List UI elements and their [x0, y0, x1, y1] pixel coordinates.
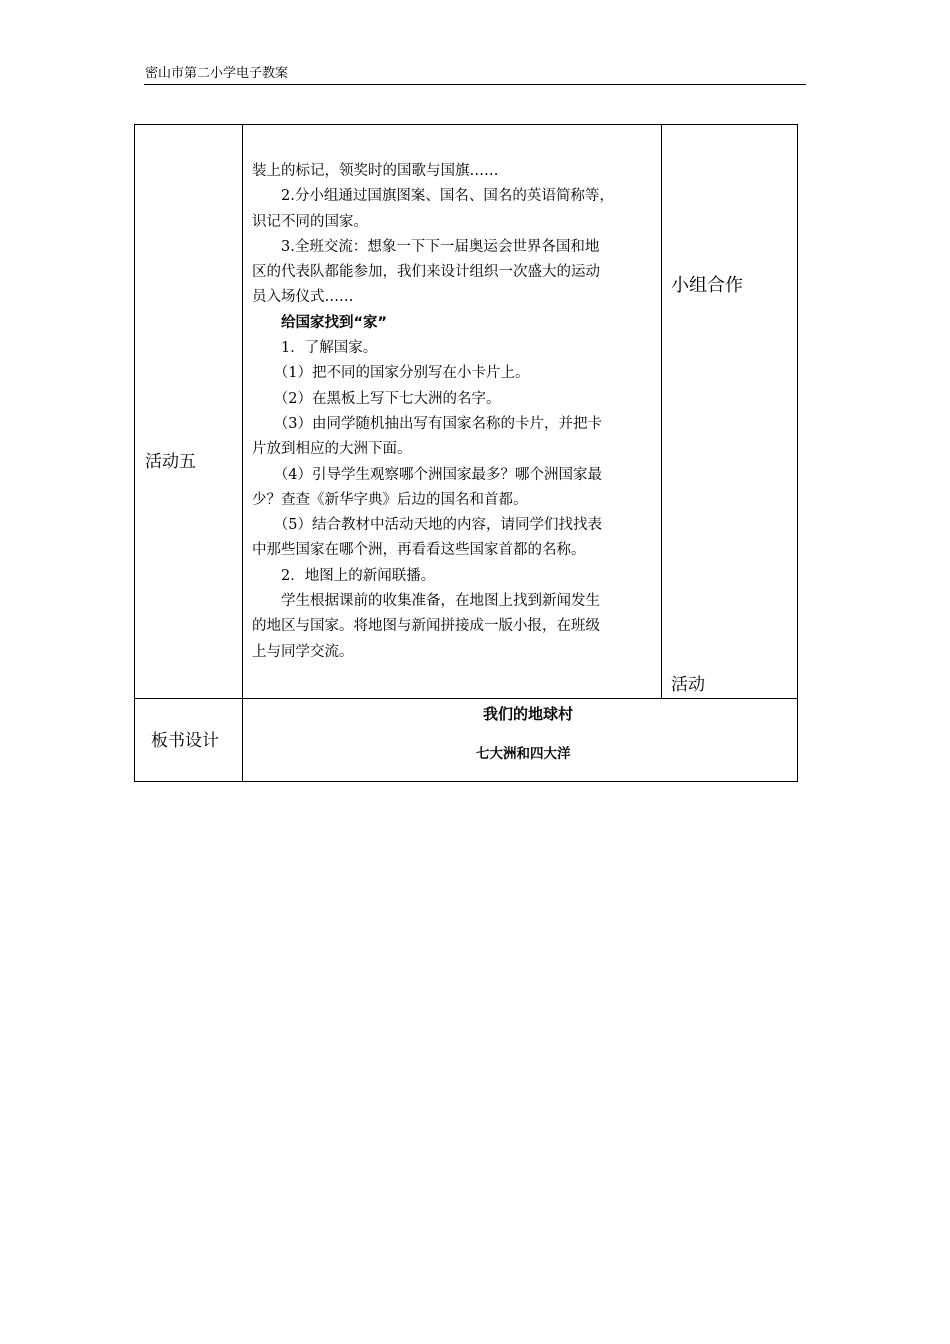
- row-divider: [135, 698, 797, 699]
- method-activity: 活动: [671, 675, 705, 695]
- content-line: （5）结合教材中活动天地的内容，请同学们找找表: [273, 517, 602, 534]
- board-title: 我们的地球村: [483, 705, 574, 723]
- content-line: 1．了解国家。: [281, 340, 378, 357]
- content-line: 装上的标记，领奖时的国歌与国旗……: [252, 163, 499, 179]
- section-heading: 给国家找到“家”: [281, 314, 388, 331]
- content-line: 2．地图上的新闻联播。: [281, 567, 436, 584]
- content-line: 识记不同的国家。: [252, 213, 368, 230]
- content-line: 中那些国家在哪个洲，再看看这些国家首都的名称。: [252, 542, 586, 559]
- activity-label: 活动五: [145, 452, 196, 472]
- column-divider-2: [661, 125, 662, 698]
- content-line: 员入场仪式……: [252, 289, 354, 306]
- content-line: （4）引导学生观察哪个洲国家最多？哪个洲国家最: [273, 466, 602, 483]
- content-line: 2.分小组通过国旗图案、国名、国名的英语简称等，: [281, 188, 614, 205]
- activity-content: [252, 159, 657, 665]
- school-name: 密山市第二小学电子教案: [145, 66, 289, 81]
- method-group-work: 小组合作: [671, 275, 743, 296]
- board-subtitle: 七大洲和四大洋: [476, 746, 571, 762]
- page-header: [144, 66, 806, 85]
- content-line: 区的代表队都能参加，我们来设计组织一次盛大的运动: [252, 264, 600, 281]
- content-line: 的地区与国家。将地图与新闻拼接成一版小报，在班级: [252, 618, 600, 635]
- content-line: 学生根据课前的收集准备，在地图上找到新闻发生: [281, 593, 600, 610]
- content-line: （1）把不同的国家分别写在小卡片上。: [273, 365, 530, 382]
- lesson-table: [134, 124, 798, 782]
- content-line: 少？查查《新华字典》后边的国名和首都。: [252, 491, 528, 508]
- board-label: 板书设计: [151, 731, 219, 751]
- column-divider-1: [242, 125, 243, 781]
- content-line: （2）在黑板上写下七大洲的名字。: [273, 390, 501, 407]
- content-line: 上与同学交流。: [252, 643, 354, 660]
- content-line: 3.全班交流：想象一下下一届奥运会世界各国和地: [281, 238, 600, 255]
- content-line: 片放到相应的大洲下面。: [252, 441, 412, 458]
- content-line: （3）由同学随机抽出写有国家名称的卡片，并把卡: [273, 415, 602, 432]
